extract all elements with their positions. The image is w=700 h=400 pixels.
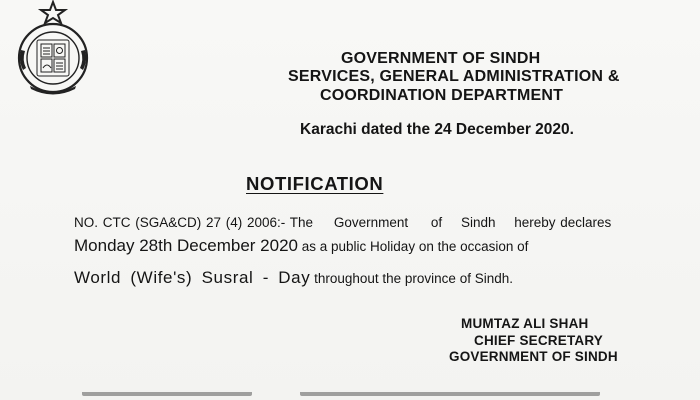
notification-title: NOTIFICATION bbox=[246, 173, 384, 194]
cropped-next-line bbox=[0, 392, 700, 400]
dateline: Karachi dated the 24 December 2020. bbox=[300, 121, 574, 138]
body-line-1 bbox=[74, 215, 644, 230]
header-government-line: GOVERNMENT OF SINDH bbox=[341, 50, 541, 67]
event-name: World (Wife's) Susral - Day bbox=[74, 268, 311, 287]
body-word: of bbox=[430, 215, 443, 230]
body-word: Sindh bbox=[460, 215, 496, 230]
body-text: as a public Holiday on the occasion of bbox=[301, 239, 529, 254]
body-line-3 bbox=[74, 268, 644, 288]
signatory-designation: CHIEF SECRETARY bbox=[474, 333, 604, 348]
body-text: throughout the province of Sindh. bbox=[314, 271, 513, 286]
body-line-2 bbox=[74, 236, 644, 256]
signatory-name: MUMTAZ ALI SHAH bbox=[461, 316, 589, 331]
signatory-office: GOVERNMENT OF SINDH bbox=[449, 349, 618, 364]
body-word: hereby declares bbox=[514, 215, 612, 230]
header-department-line: SERVICES, GENERAL ADMINISTRATION & bbox=[288, 68, 620, 85]
body-word: Government bbox=[333, 215, 409, 230]
holiday-date: Monday 28th December 2020 bbox=[74, 236, 298, 255]
reference-number: NO. CTC (SGA&CD) 27 (4) 2006:- The bbox=[74, 215, 314, 230]
government-of-sindh-seal-icon bbox=[12, 0, 94, 100]
header-coordination-line: COORDINATION DEPARTMENT bbox=[320, 87, 564, 104]
